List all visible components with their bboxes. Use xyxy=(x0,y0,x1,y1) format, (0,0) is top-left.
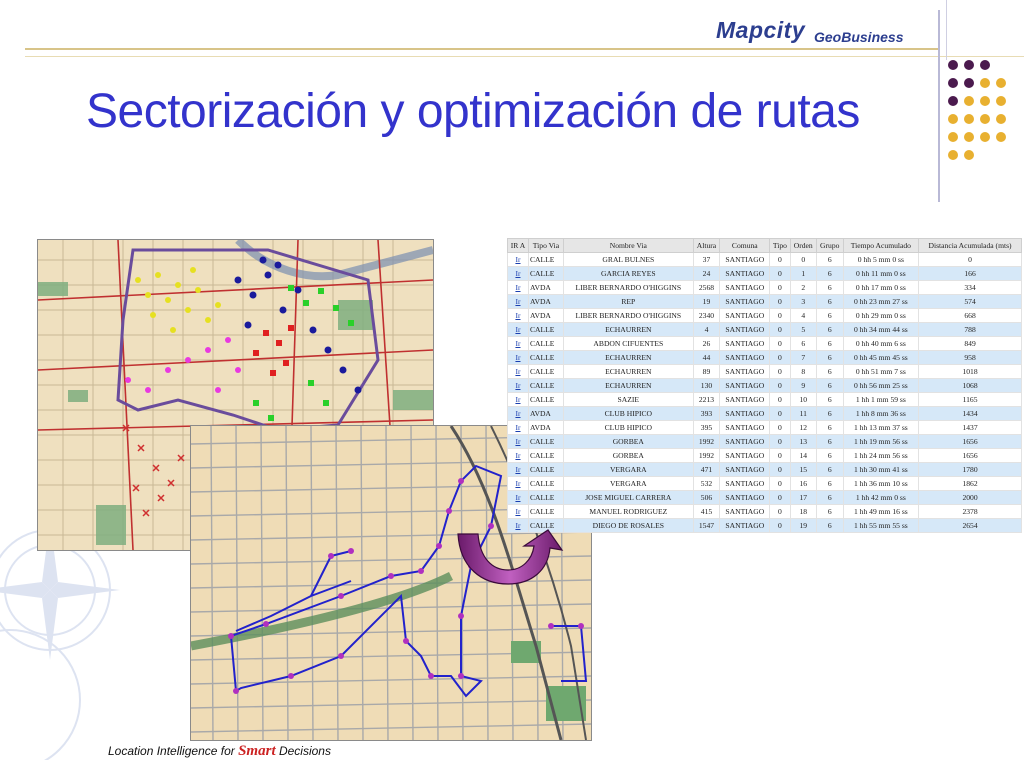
table-cell: 1 hh 1 mm 59 ss xyxy=(843,393,919,407)
table-cell: CALLE xyxy=(528,351,563,365)
table-cell: 6 xyxy=(816,281,843,295)
decor-dot xyxy=(948,78,958,88)
table-cell: 19 xyxy=(790,519,816,533)
table-cell: 6 xyxy=(816,449,843,463)
go-to-link[interactable]: Ir xyxy=(508,393,529,407)
table-cell: 6 xyxy=(816,351,843,365)
table-cell: ECHAURREN xyxy=(564,379,694,393)
decor-dot xyxy=(996,114,1006,124)
slide-title: Sectorización y optimización de rutas xyxy=(86,85,860,138)
route-table-grid xyxy=(507,238,1022,533)
table-cell: JOSE MIGUEL CARRERA xyxy=(564,491,694,505)
column-header: Tipo Via xyxy=(528,239,563,253)
table-cell: SANTIAGO xyxy=(720,463,770,477)
table-cell: CALLE xyxy=(528,519,563,533)
table-cell: 0 hh 56 mm 25 ss xyxy=(843,379,919,393)
table-cell: 1 hh 19 mm 56 ss xyxy=(843,435,919,449)
table-cell: SANTIAGO xyxy=(720,267,770,281)
table-cell: CALLE xyxy=(528,505,563,519)
table-cell: CALLE xyxy=(528,323,563,337)
table-cell: 1 hh 42 mm 0 ss xyxy=(843,491,919,505)
table-cell: CLUB HIPICO xyxy=(564,421,694,435)
footer-smart: Smart xyxy=(238,743,276,759)
column-header: Nombre Via xyxy=(564,239,694,253)
table-cell: LIBER BERNARDO O'HIGGINS xyxy=(564,281,694,295)
table-cell: ECHAURREN xyxy=(564,351,694,365)
table-cell: 6 xyxy=(816,519,843,533)
table-cell: 471 xyxy=(693,463,720,477)
table-row xyxy=(508,253,1022,267)
table-cell: 6 xyxy=(816,323,843,337)
table-cell: 0 xyxy=(770,477,790,491)
table-cell: 1165 xyxy=(919,393,1022,407)
go-to-link[interactable]: Ir xyxy=(508,309,529,323)
table-cell: 1547 xyxy=(693,519,720,533)
table-cell: 2000 xyxy=(919,491,1022,505)
table-header-row xyxy=(508,239,1022,253)
header-rule-thin xyxy=(25,56,1024,57)
table-cell: 668 xyxy=(919,309,1022,323)
table-cell: 2568 xyxy=(693,281,720,295)
table-cell: CALLE xyxy=(528,337,563,351)
table-cell: 0 xyxy=(790,253,816,267)
column-header: Comuna xyxy=(720,239,770,253)
column-header: Orden xyxy=(790,239,816,253)
decor-dot xyxy=(964,132,974,142)
table-cell: 7 xyxy=(790,351,816,365)
table-cell: GORBEA xyxy=(564,449,694,463)
table-row xyxy=(508,407,1022,421)
decor-dot xyxy=(948,96,958,106)
table-cell: 6 xyxy=(816,407,843,421)
table-cell: 0 hh 17 mm 0 ss xyxy=(843,281,919,295)
table-cell: SANTIAGO xyxy=(720,505,770,519)
table-cell: 6 xyxy=(790,337,816,351)
table-row xyxy=(508,491,1022,505)
table-cell: SANTIAGO xyxy=(720,365,770,379)
table-cell: 17 xyxy=(790,491,816,505)
table-cell: 6 xyxy=(816,505,843,519)
decor-dot xyxy=(996,132,1006,142)
table-cell: 0 hh 5 mm 0 ss xyxy=(843,253,919,267)
table-cell: 6 xyxy=(816,365,843,379)
table-cell: 395 xyxy=(693,421,720,435)
table-cell: 16 xyxy=(790,477,816,491)
table-cell: SANTIAGO xyxy=(720,337,770,351)
table-cell: SANTIAGO xyxy=(720,379,770,393)
column-header: Distancia Acumulada (mts) xyxy=(919,239,1022,253)
table-cell: 2378 xyxy=(919,505,1022,519)
table-cell: CALLE xyxy=(528,253,563,267)
decor-dot xyxy=(948,60,958,70)
table-cell: 0 hh 34 mm 44 ss xyxy=(843,323,919,337)
table-cell: 19 xyxy=(693,295,720,309)
table-cell: SANTIAGO xyxy=(720,323,770,337)
table-cell: 0 xyxy=(770,393,790,407)
go-to-link[interactable]: Ir xyxy=(508,323,529,337)
table-cell: 3 xyxy=(790,295,816,309)
table-cell: SANTIAGO xyxy=(720,519,770,533)
go-to-link[interactable]: Ir xyxy=(508,477,529,491)
table-cell: CLUB HIPICO xyxy=(564,407,694,421)
table-cell: DIEGO DE ROSALES xyxy=(564,519,694,533)
go-to-link[interactable]: Ir xyxy=(508,491,529,505)
decor-dot xyxy=(948,114,958,124)
footer-suffix: Decisions xyxy=(278,744,331,758)
table-cell: 18 xyxy=(790,505,816,519)
table-cell: AVDA xyxy=(528,295,563,309)
table-cell: 0 xyxy=(770,351,790,365)
table-row xyxy=(508,267,1022,281)
table-cell: AVDA xyxy=(528,421,563,435)
table-cell: 0 xyxy=(770,337,790,351)
go-to-link[interactable]: Ir xyxy=(508,407,529,421)
route-table xyxy=(507,238,1022,533)
table-cell: 0 xyxy=(770,379,790,393)
table-cell: ECHAURREN xyxy=(564,323,694,337)
table-cell: 6 xyxy=(816,477,843,491)
table-cell: 788 xyxy=(919,323,1022,337)
table-cell: SANTIAGO xyxy=(720,351,770,365)
table-cell: LIBER BERNARDO O'HIGGINS xyxy=(564,309,694,323)
table-row xyxy=(508,505,1022,519)
table-cell: AVDA xyxy=(528,281,563,295)
table-cell: 1656 xyxy=(919,449,1022,463)
table-cell: 1 hh 55 mm 55 ss xyxy=(843,519,919,533)
go-to-link[interactable]: Ir xyxy=(508,379,529,393)
table-cell: 37 xyxy=(693,253,720,267)
decor-dot xyxy=(980,96,990,106)
table-cell: 1018 xyxy=(919,365,1022,379)
table-row xyxy=(508,421,1022,435)
table-cell: 1 hh 30 mm 41 ss xyxy=(843,463,919,477)
table-cell: CALLE xyxy=(528,449,563,463)
table-cell: SANTIAGO xyxy=(720,295,770,309)
table-cell: AVDA xyxy=(528,309,563,323)
table-cell: REP xyxy=(564,295,694,309)
table-cell: 0 hh 40 mm 6 ss xyxy=(843,337,919,351)
vertical-rule xyxy=(938,10,940,202)
decor-dot xyxy=(980,132,990,142)
table-cell: MANUEL RODRIGUEZ xyxy=(564,505,694,519)
table-cell: 415 xyxy=(693,505,720,519)
logo-brand: Mapcity xyxy=(716,17,806,43)
table-cell: SANTIAGO xyxy=(720,309,770,323)
table-cell: 1780 xyxy=(919,463,1022,477)
table-cell: CALLE xyxy=(528,463,563,477)
table-cell: 6 xyxy=(816,393,843,407)
decor-dot xyxy=(964,60,974,70)
table-cell: CALLE xyxy=(528,491,563,505)
table-cell: 1437 xyxy=(919,421,1022,435)
table-cell: 6 xyxy=(816,295,843,309)
decor-dot xyxy=(964,78,974,88)
table-cell: VERGARA xyxy=(564,477,694,491)
table-cell: SAZIE xyxy=(564,393,694,407)
table-cell: 0 hh 51 mm 7 ss xyxy=(843,365,919,379)
table-cell: 0 xyxy=(770,323,790,337)
decor-dot xyxy=(948,132,958,142)
table-cell: 6 xyxy=(816,379,843,393)
table-cell: SANTIAGO xyxy=(720,435,770,449)
table-cell: SANTIAGO xyxy=(720,449,770,463)
table-cell: SANTIAGO xyxy=(720,253,770,267)
table-cell: 1 xyxy=(790,267,816,281)
table-cell: 0 xyxy=(770,491,790,505)
decor-dot xyxy=(964,114,974,124)
table-cell: 6 xyxy=(816,491,843,505)
go-to-link[interactable]: Ir xyxy=(508,253,529,267)
table-cell: 1 hh 24 mm 56 ss xyxy=(843,449,919,463)
table-cell: CALLE xyxy=(528,379,563,393)
table-cell: 9 xyxy=(790,379,816,393)
go-to-link[interactable]: Ir xyxy=(508,337,529,351)
table-cell: 1 hh 49 mm 16 ss xyxy=(843,505,919,519)
decor-dot xyxy=(996,96,1006,106)
table-cell: 0 hh 11 mm 0 ss xyxy=(843,267,919,281)
table-cell: SANTIAGO xyxy=(720,491,770,505)
column-header: Grupo xyxy=(816,239,843,253)
decor-dot xyxy=(948,150,958,160)
decor-dot xyxy=(964,150,974,160)
column-header: Tipo xyxy=(770,239,790,253)
decor-dot xyxy=(996,78,1006,88)
table-cell: 0 xyxy=(770,309,790,323)
table-cell: GARCIA REYES xyxy=(564,267,694,281)
table-cell: 0 xyxy=(770,463,790,477)
table-cell: CALLE xyxy=(528,267,563,281)
table-cell: 0 xyxy=(770,365,790,379)
table-cell: 0 xyxy=(770,449,790,463)
table-cell: 0 xyxy=(770,407,790,421)
table-cell: 2654 xyxy=(919,519,1022,533)
go-to-link[interactable]: Ir xyxy=(508,267,529,281)
table-cell: CALLE xyxy=(528,365,563,379)
table-cell: 574 xyxy=(919,295,1022,309)
column-header: Altura xyxy=(693,239,720,253)
table-cell: 0 hh 23 mm 27 ss xyxy=(843,295,919,309)
table-cell: 506 xyxy=(693,491,720,505)
table-cell: 10 xyxy=(790,393,816,407)
column-header: Tiempo Acumulado xyxy=(843,239,919,253)
go-to-link[interactable]: Ir xyxy=(508,519,529,533)
table-cell: 15 xyxy=(790,463,816,477)
table-cell: 2 xyxy=(790,281,816,295)
table-cell: 4 xyxy=(790,309,816,323)
table-cell: 849 xyxy=(919,337,1022,351)
go-to-link[interactable]: Ir xyxy=(508,421,529,435)
table-cell: 1434 xyxy=(919,407,1022,421)
table-row xyxy=(508,449,1022,463)
go-to-link[interactable]: Ir xyxy=(508,463,529,477)
table-cell: 0 xyxy=(770,505,790,519)
table-cell: ECHAURREN xyxy=(564,365,694,379)
table-row xyxy=(508,463,1022,477)
table-cell: 0 xyxy=(919,253,1022,267)
table-cell: 11 xyxy=(790,407,816,421)
table-row xyxy=(508,519,1022,533)
table-cell: 89 xyxy=(693,365,720,379)
table-cell: 334 xyxy=(919,281,1022,295)
table-cell: 6 xyxy=(816,463,843,477)
go-to-link[interactable]: Ir xyxy=(508,281,529,295)
table-cell: 6 xyxy=(816,253,843,267)
table-cell: AVDA xyxy=(528,407,563,421)
table-row xyxy=(508,393,1022,407)
table-row xyxy=(508,323,1022,337)
table-row xyxy=(508,477,1022,491)
go-to-link[interactable]: Ir xyxy=(508,435,529,449)
table-cell: 0 xyxy=(770,253,790,267)
footer-tagline xyxy=(108,743,331,760)
table-cell: SANTIAGO xyxy=(720,393,770,407)
table-cell: 958 xyxy=(919,351,1022,365)
decor-dot xyxy=(980,114,990,124)
table-cell: 1992 xyxy=(693,449,720,463)
table-cell: 0 xyxy=(770,281,790,295)
table-cell: 0 xyxy=(770,267,790,281)
table-cell: 12 xyxy=(790,421,816,435)
table-cell: 2340 xyxy=(693,309,720,323)
logo-subbrand: GeoBusiness xyxy=(814,29,904,45)
table-cell: 24 xyxy=(693,267,720,281)
footer-prefix: Location Intelligence for xyxy=(108,744,235,758)
table-cell: 166 xyxy=(919,267,1022,281)
table-cell: 0 hh 29 mm 0 ss xyxy=(843,309,919,323)
go-to-link[interactable]: Ir xyxy=(508,449,529,463)
go-to-link[interactable]: Ir xyxy=(508,295,529,309)
go-to-link[interactable]: Ir xyxy=(508,365,529,379)
go-to-link[interactable]: Ir xyxy=(508,505,529,519)
table-row xyxy=(508,435,1022,449)
table-row xyxy=(508,365,1022,379)
table-cell: 0 hh 45 mm 45 ss xyxy=(843,351,919,365)
table-cell: 6 xyxy=(816,267,843,281)
table-cell: 13 xyxy=(790,435,816,449)
table-cell: 1 hh 8 mm 36 ss xyxy=(843,407,919,421)
table-cell: 1992 xyxy=(693,435,720,449)
decor-dot xyxy=(964,96,974,106)
table-cell: GORBEA xyxy=(564,435,694,449)
table-cell: 14 xyxy=(790,449,816,463)
table-cell: 44 xyxy=(693,351,720,365)
table-cell: 6 xyxy=(816,337,843,351)
table-cell: ABDON CIFUENTES xyxy=(564,337,694,351)
vertical-rule-thin xyxy=(946,0,947,60)
table-cell: 1 hh 13 mm 37 ss xyxy=(843,421,919,435)
column-header: IR A xyxy=(508,239,529,253)
mapcity-logo xyxy=(716,17,926,49)
table-cell: SANTIAGO xyxy=(720,407,770,421)
table-cell: 8 xyxy=(790,365,816,379)
go-to-link[interactable]: Ir xyxy=(508,351,529,365)
table-row xyxy=(508,309,1022,323)
table-cell: CALLE xyxy=(528,435,563,449)
decor-dot xyxy=(980,78,990,88)
curved-arrow-icon xyxy=(452,528,564,586)
table-row xyxy=(508,281,1022,295)
table-row xyxy=(508,295,1022,309)
table-cell: 1862 xyxy=(919,477,1022,491)
table-cell: 6 xyxy=(816,435,843,449)
table-cell: GRAL BULNES xyxy=(564,253,694,267)
table-cell: 1656 xyxy=(919,435,1022,449)
table-cell: 6 xyxy=(816,309,843,323)
table-cell: 393 xyxy=(693,407,720,421)
table-cell: 1 hh 36 mm 10 ss xyxy=(843,477,919,491)
table-cell: 5 xyxy=(790,323,816,337)
table-cell: 0 xyxy=(770,295,790,309)
table-cell: SANTIAGO xyxy=(720,477,770,491)
table-cell: 0 xyxy=(770,435,790,449)
table-cell: CALLE xyxy=(528,477,563,491)
table-cell: 6 xyxy=(816,421,843,435)
table-cell: 532 xyxy=(693,477,720,491)
table-cell: 0 xyxy=(770,421,790,435)
table-row xyxy=(508,379,1022,393)
table-row xyxy=(508,337,1022,351)
table-cell: 2213 xyxy=(693,393,720,407)
table-row xyxy=(508,351,1022,365)
table-cell: SANTIAGO xyxy=(720,421,770,435)
table-cell: 1068 xyxy=(919,379,1022,393)
table-cell: SANTIAGO xyxy=(720,281,770,295)
table-cell: 26 xyxy=(693,337,720,351)
table-cell: CALLE xyxy=(528,393,563,407)
table-cell: 0 xyxy=(770,519,790,533)
table-cell: 130 xyxy=(693,379,720,393)
table-cell: VERGARA xyxy=(564,463,694,477)
table-cell: 4 xyxy=(693,323,720,337)
decor-dot xyxy=(980,60,990,70)
